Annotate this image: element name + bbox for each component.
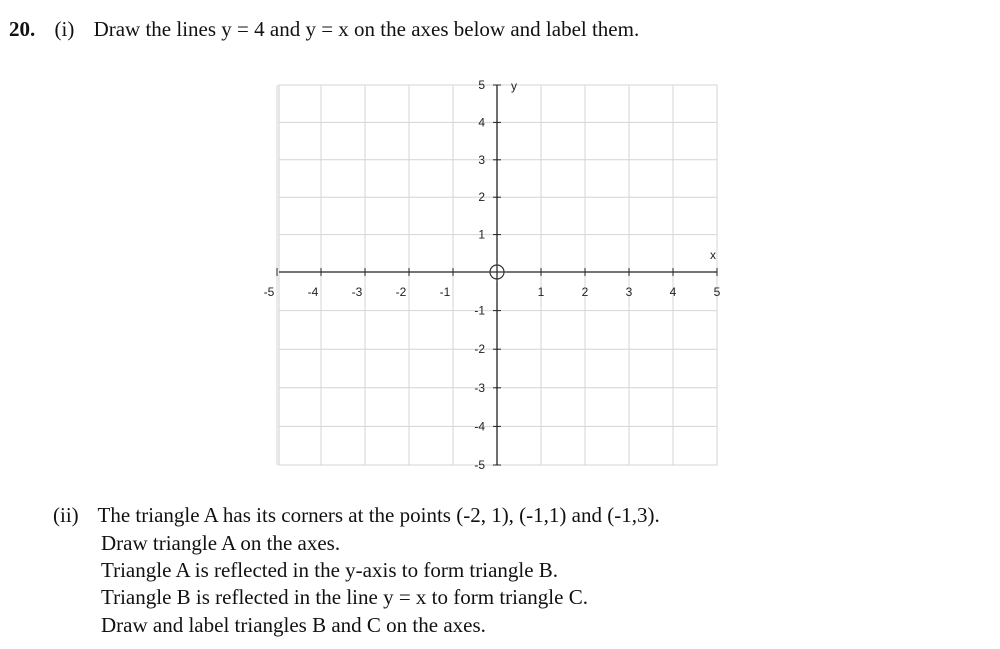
part-ii-line-4: Triangle B is reflected in the line y = x to form triangle C. — [101, 585, 588, 609]
x-tick-label: -4 — [307, 285, 319, 299]
part-ii-first-line — [53, 503, 660, 528]
x-tick-label: 1 — [537, 285, 545, 299]
y-tick-label: -5 — [474, 458, 485, 472]
part-ii-line-2: Draw triangle A on the axes. — [101, 531, 341, 555]
x-tick-label: -5 — [263, 285, 275, 299]
y-tick-label: 4 — [478, 115, 485, 130]
part-ii-line-5: Draw and label triangles B and C on the axes. — [101, 613, 486, 637]
part-ii-label: (ii) — [53, 503, 79, 527]
y-tick-label: 3 — [478, 152, 485, 167]
x-tick-label: -3 — [351, 285, 363, 299]
x-axis-label: x — [710, 248, 716, 262]
y-tick-label: -4 — [474, 419, 485, 434]
y-tick-label: -3 — [474, 380, 485, 395]
y-tick-label: 5 — [478, 78, 485, 92]
x-tick-label: -2 — [395, 285, 407, 299]
y-tick-label: -1 — [474, 303, 485, 318]
y-tick-label: -2 — [474, 342, 485, 357]
y-tick-label: 1 — [478, 227, 485, 242]
x-tick-label: -1 — [439, 285, 451, 299]
x-tick-label: 3 — [625, 285, 633, 299]
part-ii-line-1: The triangle A has its corners at the points (-2, 1), (-1,1) and (-1,3). — [97, 503, 660, 527]
part-ii-line-3: Triangle A is reflected in the y-axis to form triangle B. — [101, 558, 559, 582]
part-i-label: (i) — [54, 17, 75, 41]
y-tick-label: 2 — [478, 190, 485, 205]
question-number: 20. — [9, 17, 36, 41]
x-tick-label: 5 — [713, 285, 721, 299]
grid-border — [279, 85, 717, 465]
y-axis-label: y — [511, 79, 517, 93]
x-tick-label: 2 — [581, 285, 589, 299]
part-i-text: Draw the lines y = 4 and y = x on the axes below and label them. — [93, 17, 640, 41]
x-tick-label: 4 — [669, 285, 677, 299]
